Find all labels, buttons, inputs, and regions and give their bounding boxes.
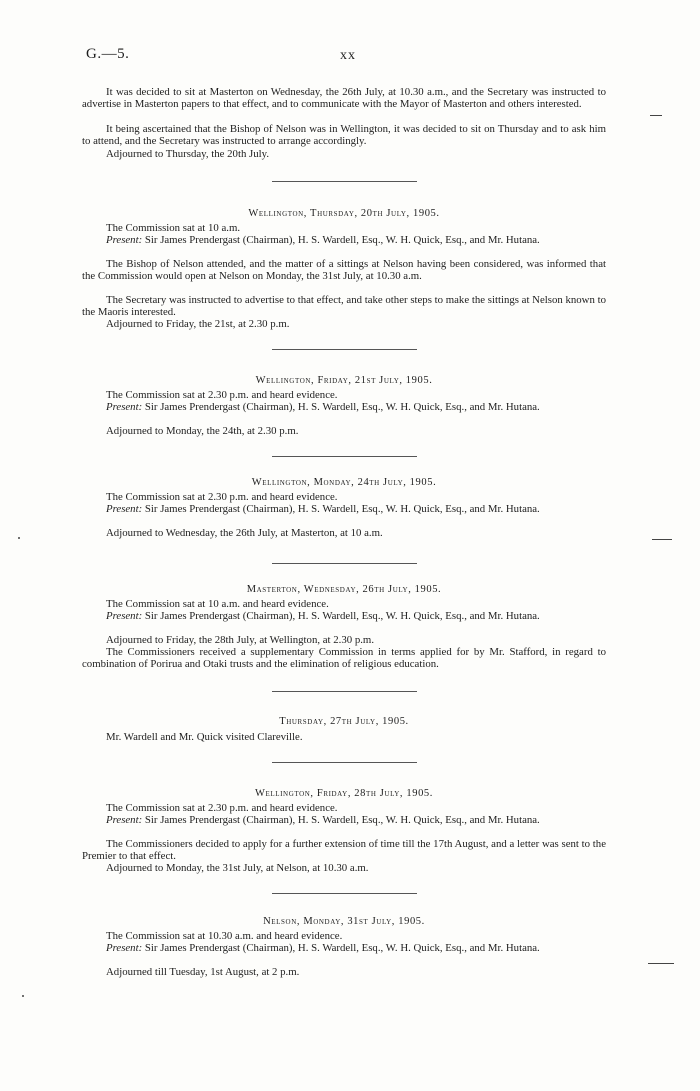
entry-heading: Wellington, Friday, 28th July, 1905. [254, 788, 433, 799]
section-divider [272, 762, 417, 763]
entry-adjourned-text: Adjourned to Friday, the 21st, at 2.30 p.m. [106, 318, 290, 330]
present-text: Sir James Prendergast (Chairman), H. S. Wardell, Esq., W. H. Quick, Esq., and Mr. Hutana. [144, 401, 540, 413]
present-text: Sir James Prendergast (Chairman), H. S. Wardell, Esq., W. H. Quick, Esq., and Mr. Hutana. [144, 503, 540, 515]
present-label: Present: [106, 814, 143, 826]
present-text: Sir James Prendergast (Chairman), H. S. Wardell, Esq., W. H. Quick, Esq., and Mr. Hutana. [144, 942, 540, 954]
entry-sitting-text: The Commission sat at 2.30 p.m. and heard evidence. [106, 491, 338, 503]
entry-adjourned-text: Adjourned to Monday, the 31st July, at Nelson, at 10.30 a.m. [106, 862, 369, 874]
present-text: Sir James Prendergast (Chairman), H. S. Wardell, Esq., W. H. Quick, Esq., and Mr. Hutana. [144, 814, 540, 826]
page-number: xx [340, 48, 356, 63]
margin-mark [650, 115, 662, 116]
section-divider [272, 691, 417, 692]
entry-heading: Wellington, Monday, 24th July, 1905. [251, 477, 437, 488]
entry-heading: Nelson, Monday, 31st July, 1905. [263, 916, 425, 927]
entry-sitting-text: The Commission sat at 2.30 p.m. and heard evidence. [106, 802, 338, 814]
present-text: Sir James Prendergast (Chairman), H. S. Wardell, Esq., W. H. Quick, Esq., and Mr. Hutana. [144, 234, 540, 246]
entry-adjourned-text: Adjourned till Tuesday, 1st August, at 2 p.m. [106, 966, 300, 978]
intro-paragraph-2: It being ascertained that the Bishop of Nelson was in Wellington, it was decided to sit on Thursday and to ask him to attend, and the Secretary was instructed to arrange accordingly. [82, 123, 606, 148]
margin-mark [648, 963, 674, 964]
margin-dot [18, 537, 20, 539]
entry-sitting-text: The Commission sat at 10.30 a.m. and heard evidence. [106, 930, 343, 942]
present-text: Sir James Prendergast (Chairman), H. S. Wardell, Esq., W. H. Quick, Esq., and Mr. Hutana. [144, 610, 540, 622]
entry-present-paragraph [82, 401, 606, 413]
present-label: Present: [106, 942, 143, 954]
entry-heading: Thursday, 27th July, 1905. [279, 716, 409, 727]
entry-present-paragraph [82, 942, 606, 954]
present-label: Present: [106, 610, 143, 622]
section-divider [272, 181, 417, 182]
section-divider [272, 456, 417, 457]
entry-paragraph: The Commissioners decided to apply for a further extension of time till the 17th August, and a letter was sent to the Premier to that effect. [82, 838, 606, 863]
entry-sitting-text: The Commission sat at 2.30 p.m. and heard evidence. [106, 389, 338, 401]
margin-dot [22, 995, 24, 997]
section-divider [272, 563, 417, 564]
entry-paragraph: Mr. Wardell and Mr. Quick visited Clareville. [106, 731, 303, 743]
entry-adjourned-text: Adjourned to Wednesday, the 26th July, at Masterton, at 10 a.m. [106, 527, 383, 539]
entry-paragraph: The Commissioners received a supplementary Commission in terms applied for by Mr. Stafford, in regard to combination of Porirua and Otaki trusts and the elimination of religious education. [82, 646, 606, 671]
entry-present-paragraph [82, 234, 606, 246]
entry-sitting-text: The Commission sat at 10 a.m. [106, 222, 241, 234]
page-ref: G.—5. [86, 46, 130, 62]
margin-mark [652, 539, 672, 540]
entry-present-paragraph [82, 610, 606, 622]
entry-adjourned-text: Adjourned to Monday, the 24th, at 2.30 p.m. [106, 425, 299, 437]
entry-paragraph: The Bishop of Nelson attended, and the matter of a sittings at Nelson having been considered, was informed that the Commission would open at Nelson on Monday, the 31st July, at 10.30 a.m. [82, 258, 606, 283]
entry-present-paragraph [82, 503, 606, 515]
present-label: Present: [106, 401, 143, 413]
entry-sitting-text: The Commission sat at 10 a.m. and heard evidence. [106, 598, 329, 610]
section-divider [272, 893, 417, 894]
section-divider [272, 349, 417, 350]
present-label: Present: [106, 503, 143, 515]
entry-adjourned-text: Adjourned to Friday, the 28th July, at Wellington, at 2.30 p.m. [106, 634, 375, 646]
entry-present-paragraph [82, 814, 606, 826]
entry-heading: Wellington, Friday, 21st July, 1905. [255, 375, 433, 386]
entry-paragraph: The Secretary was instructed to advertise to that effect, and take other steps to make the sittings at Nelson known to the Maoris interested. [82, 294, 606, 319]
intro-paragraph-1: It was decided to sit at Masterton on Wednesday, the 26th July, at 10.30 a.m., and the Secretary was instructed to advertise in Masterton papers to that effect, and to communicate with the Mayor of Masterton and others interested. [82, 86, 606, 111]
entry-heading: Masterton, Wednesday, 26th July, 1905. [246, 584, 442, 595]
intro-paragraph-3: Adjourned to Thursday, the 20th July. [106, 148, 270, 160]
present-label: Present: [106, 234, 143, 246]
entry-heading: Wellington, Thursday, 20th July, 1905. [248, 208, 440, 219]
